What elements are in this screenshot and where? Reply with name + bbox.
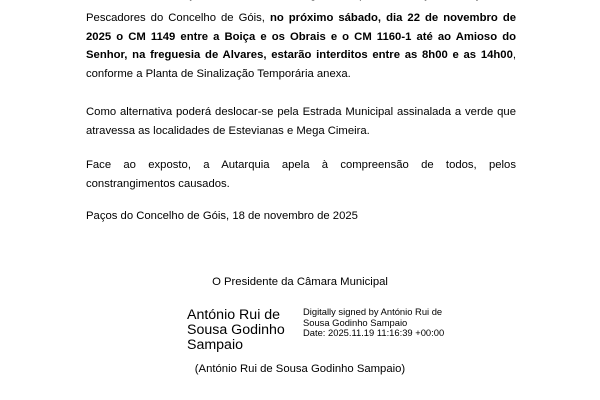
paragraph-alternative-route: Como alternativa poderá deslocar-se pela Estrada Municipal assinalada a verde que atravessa as localidades de Estevianas e Mega Cimeira.: [86, 106, 516, 137]
digital-signature-details: [303, 307, 453, 339]
signatory-name: (António Rui de Sousa Godinho Sampaio): [194, 363, 406, 375]
closure-details-bold: no próximo sábado, dia 22 de novembro de 2025 o CM 1149 entre a Boiça e os Obrais e o CM 1160-1 até ao Amioso do Senhor, na freguesia de Alvares, estarão interditos entre as 8h00 e as 14h00: [86, 12, 517, 62]
digital-signed-by: Digitally signed by António Rui de Sousa Godinho Sampaio: [303, 306, 443, 328]
paragraph-intro-text: Pescadores do Concelho de Góis,: [86, 12, 270, 24]
paragraph-outro-text: , conforme a Planta de Sinalização Temporária anexa.: [86, 49, 516, 80]
signature-name: António Rui de Sousa Godinho Sampaio: [187, 307, 285, 353]
cut-off-text: [86, 0, 516, 4]
paragraph-appeal: Face ao exposto, a Autarquia apela à compreensão de todos, pelos constrangimentos causados.: [86, 159, 516, 190]
place-date: Paços do Concelho de Góis, 18 de novembro de 2025: [86, 210, 358, 222]
signatory-title: O Presidente da Câmara Municipal: [212, 276, 388, 288]
paragraph-road-closure: [86, 9, 516, 83]
digital-signature-date: Date: 2025.11.19 11:16:39 +00:00: [303, 327, 445, 339]
cut-off-text-line: [86, 0, 516, 4]
